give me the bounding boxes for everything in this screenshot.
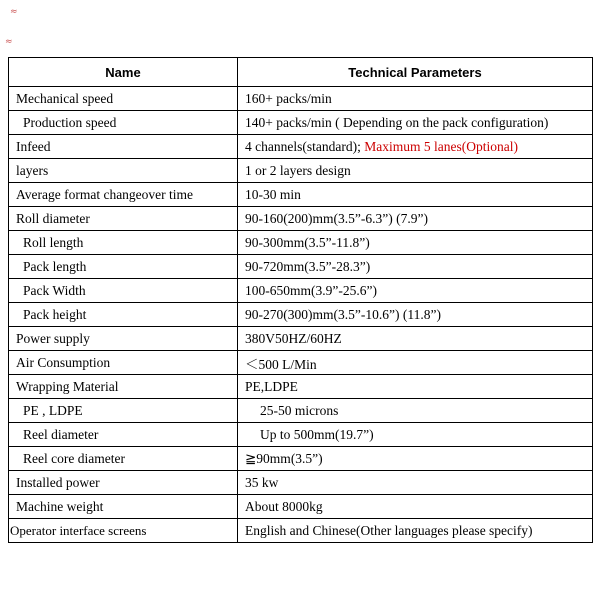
table-row	[9, 519, 593, 543]
table-row	[9, 327, 593, 351]
param-value-cell	[238, 111, 593, 135]
param-value-cell	[238, 375, 593, 399]
param-value-cell	[238, 135, 593, 159]
param-value-cell	[238, 351, 593, 375]
spec-table-body	[9, 87, 593, 543]
value-text: ≧90mm(3.5”)	[245, 450, 323, 466]
param-value-cell	[238, 495, 593, 519]
value-text: 25-50 microns	[260, 402, 339, 418]
param-value-cell	[238, 279, 593, 303]
value-text: About 8000kg	[245, 498, 323, 514]
value-text: ＜500 L/Min	[245, 356, 317, 372]
param-value-cell	[238, 159, 593, 183]
table-row	[9, 279, 593, 303]
param-name-cell: Production speed	[9, 111, 238, 135]
table-row	[9, 183, 593, 207]
param-value-cell	[238, 327, 593, 351]
param-value-cell	[238, 183, 593, 207]
param-name-cell: Average format changeover time	[9, 183, 238, 207]
param-name-cell: Mechanical speed	[9, 87, 238, 111]
value-text: PE,LDPE	[245, 378, 298, 394]
param-value-cell	[238, 207, 593, 231]
table-row	[9, 447, 593, 471]
table-row	[9, 207, 593, 231]
table-row	[9, 87, 593, 111]
param-value-cell	[238, 231, 593, 255]
table-row	[9, 471, 593, 495]
param-value-cell	[238, 519, 593, 543]
param-value-cell	[238, 447, 593, 471]
param-name-cell: Pack Width	[9, 279, 238, 303]
table-row	[9, 159, 593, 183]
table-row	[9, 303, 593, 327]
param-value-cell	[238, 87, 593, 111]
table-row	[9, 255, 593, 279]
header-name: Name	[9, 58, 238, 87]
value-text: 90-300mm(3.5”-11.8”)	[245, 234, 370, 250]
value-text: 90-160(200)mm(3.5”-6.3”) (7.9”)	[245, 210, 428, 226]
param-name-cell: Pack height	[9, 303, 238, 327]
table-row	[9, 111, 593, 135]
param-name-cell: Machine weight	[9, 495, 238, 519]
param-name-cell: Reel core diameter	[9, 447, 238, 471]
param-name-cell: Wrapping Material	[9, 375, 238, 399]
table-row	[9, 495, 593, 519]
param-name-cell: Power supply	[9, 327, 238, 351]
value-text: 100-650mm(3.9”-25.6”)	[245, 282, 377, 298]
table-row	[9, 375, 593, 399]
param-name-cell: Air Consumption	[9, 351, 238, 375]
value-text: Up to 500mm(19.7”)	[260, 426, 374, 442]
table-row	[9, 135, 593, 159]
param-name-cell: layers	[9, 159, 238, 183]
table-row	[9, 351, 593, 375]
red-watermark-mark: ≈	[5, 37, 13, 47]
value-text: 10-30 min	[245, 186, 301, 202]
param-value-cell	[238, 423, 593, 447]
value-text: 90-720mm(3.5”-28.3”)	[245, 258, 371, 274]
value-text: 160+ packs/min	[245, 90, 332, 106]
highlighted-value-text: Maximum 5 lanes(Optional)	[364, 138, 518, 154]
technical-parameters-table	[8, 57, 593, 543]
param-value-cell	[238, 303, 593, 327]
red-watermark-mark: ≈	[10, 7, 18, 17]
param-name-cell: Reel diameter	[9, 423, 238, 447]
param-value-cell	[238, 399, 593, 423]
param-value-cell	[238, 471, 593, 495]
header-technical-parameters: Technical Parameters	[238, 58, 593, 87]
table-row	[9, 231, 593, 255]
param-name-cell: Roll diameter	[9, 207, 238, 231]
table-row	[9, 423, 593, 447]
value-text: 140+ packs/min ( Depending on the pack configuration)	[245, 114, 549, 130]
value-text: 1 or 2 layers design	[245, 162, 351, 178]
value-text: 380V50HZ/60HZ	[245, 330, 342, 346]
param-value-cell	[238, 255, 593, 279]
param-name-cell: Roll length	[9, 231, 238, 255]
param-name-cell: Operator interface screens	[9, 519, 238, 543]
value-text: 35 kw	[245, 474, 279, 490]
value-text: 90-270(300)mm(3.5”-10.6”) (11.8”)	[245, 306, 441, 322]
table-header-row	[9, 58, 593, 87]
param-name-cell: Installed power	[9, 471, 238, 495]
value-text: English and Chinese(Other languages please specify)	[245, 522, 533, 538]
param-name-cell: Pack length	[9, 255, 238, 279]
value-text: 4 channels(standard);	[245, 138, 365, 154]
param-name-cell: PE , LDPE	[9, 399, 238, 423]
table-row	[9, 399, 593, 423]
param-name-cell: Infeed	[9, 135, 238, 159]
